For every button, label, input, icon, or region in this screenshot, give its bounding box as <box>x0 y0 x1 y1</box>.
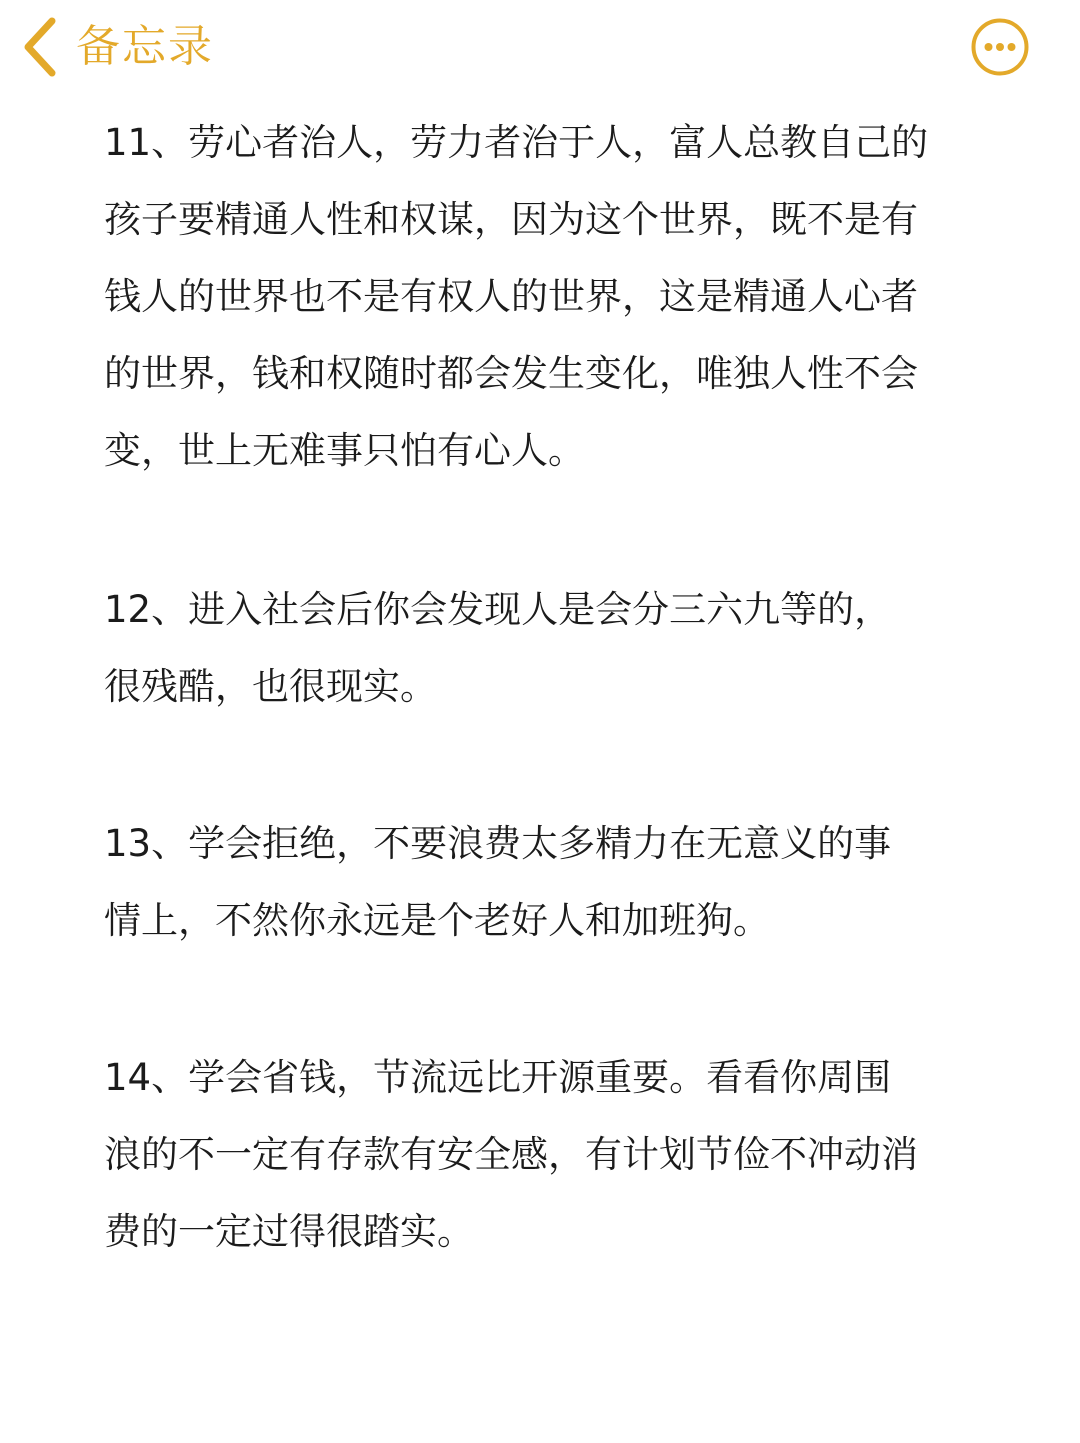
note-paragraph-11: 11、劳心者治人，劳力者治于人，富人总教自己的 孩子要精通人性和权谋，因为这个世界，既不是有 钱人的世界也不是有权人的世界，这是精通人心者 的世界，钱和权随时都会发生变化，唯独人性不会 变，世上无难事只怕有心人。 <box>104 121 929 472</box>
more-options-button[interactable] <box>970 17 1030 77</box>
chevron-left-icon <box>18 15 62 79</box>
note-paragraph-13: 13、学会拒绝，不要浪费太多精力在无意义的事 情上，不然你永远是个老好人和加班狗。 <box>104 822 892 942</box>
navigation-bar <box>0 0 1080 100</box>
note-paragraph-12: 12、进入社会后你会发现人是会分三六九等的， 很残酷，也很现实。 <box>104 588 892 708</box>
ellipsis-circle-icon <box>970 17 1030 77</box>
back-label: 备忘录 <box>76 21 214 72</box>
note-paragraph-14: 14、学会省钱，节流远比开源重要。看看你周围 浪的不一定有存款有安全感，有计划节俭不冲动消 费的一定过得很踏实。 <box>104 1056 918 1253</box>
bottom-area <box>0 1398 1080 1443</box>
back-button[interactable] <box>18 14 214 80</box>
